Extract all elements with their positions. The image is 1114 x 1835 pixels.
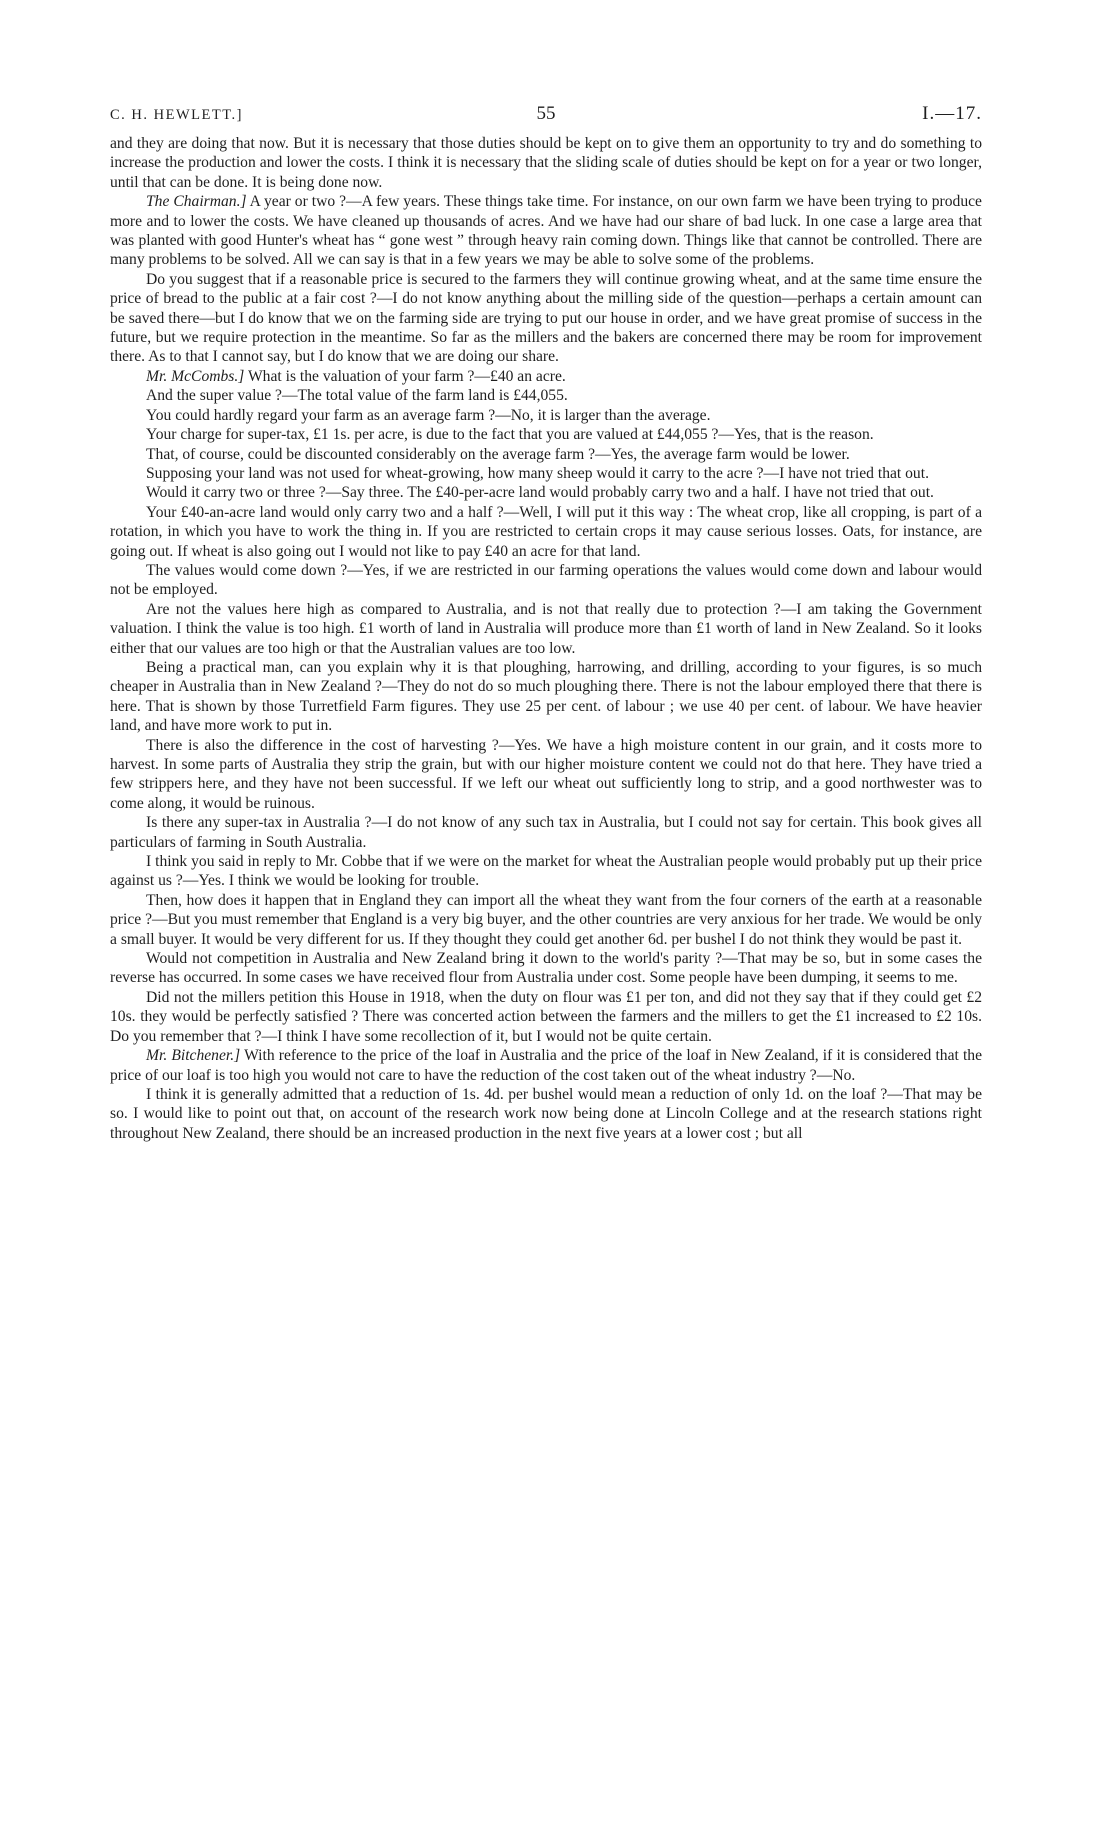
- paragraph-text: With reference to the price of the loaf in Australia and the price of the loaf in New Zealand, if it is considered that the price of our loaf is too high you would not care to have the reduction of the cost taken out of the wheat industry ?—No.: [110, 1047, 983, 1084]
- paragraph-text: Did not the millers petition this House in 1918, when the duty on flour was £1 per ton, and did not they say that if they could get £2 10s. they would be perfectly satisfied ? There was concerted action between the farmers and the millers to get the £1 increased to £2 10s. Do you remember that ?—I think I have some recollection of it, but I would not be quite certain.: [110, 988, 982, 1045]
- document-body: [110, 134, 982, 1143]
- paragraph: [110, 367, 982, 386]
- paragraph-text: and they are doing that now. But it is necessary that those duties should be kept on to give them an opportunity to try and do something to increase the production and lower the costs. I think it is necessary that the sliding scale of duties should be kept on for a year or two longer, until that can be done. It is being done now.: [110, 135, 982, 191]
- paragraph-text: I think it is generally admitted that a reduction of 1s. 4d. per bushel would mean a reduction of only 1d. on the loaf ?—That may be so. I would like to point out that, on account of the research work now being done at Lincoln College and at the research stations right throughout New Zealand, there should be an increased production in the next five years at a lower cost ; but all: [110, 1085, 982, 1142]
- paragraph: [110, 483, 982, 502]
- speaker-label: Mr. Bitchener.]: [146, 1047, 241, 1065]
- paragraph: [110, 192, 982, 270]
- paragraph-text: Would not competition in Australia and New Zealand bring it down to the world's parity ?—That may be so, but in some cases the reverse has occurred. In some cases we have received flour from Australia under cost. Some people have been dumping, it seems to me.: [110, 950, 982, 987]
- paragraph-text: Supposing your land was not used for wheat-growing, how many sheep would it carry to the acre ?—I have not tried that out.: [146, 464, 929, 482]
- paragraph-text: Would it carry two or three ?—Say three. The £40-per-acre land would probably carry two and a half. I have not tried that out.: [146, 484, 934, 502]
- paragraph-text: The values would come down ?—Yes, if we are restricted in our farming operations the values would come down and labour would not be employed.: [110, 561, 982, 599]
- paragraph-text: Are not the values here high as compared to Australia, and is not that really due to protection ?—I am taking the Government valuation. I think the value is too high. £1 worth of land in Australia will produce more than £1 worth of land in New Zealand. So it looks either that our values are too high or that the Australian values are too low.: [110, 600, 982, 657]
- paragraph-text: Being a practical man, can you explain why it is that ploughing, harrowing, and drilling, according to your figures, is so much cheaper in Australia than in New Zealand ?—They do not do so much ploughing there. There is not the labour employed there that there is here. That is shown by those Turretfield Farm figures. They use 25 per cent. of labour ; we use 40 per cent. of labour. We have heavier land, and have more work to put in.: [110, 658, 982, 735]
- paragraph: [110, 406, 982, 425]
- paragraph-text: What is the valuation of your farm ?—£40 an acre.: [244, 367, 566, 385]
- paragraph: [110, 1046, 982, 1085]
- paragraph: [110, 736, 982, 814]
- paragraph-text: Then, how does it happen that in England they can import all the wheat they want from the four corners of the earth at a reasonable price ?—But you must remember that England is a very big buyer, and the other countries are very anxious for her trade. We would be only a small buyer. It would be very different for us. If they thought they could get another 6d. per bushel I do not think they would be past it.: [110, 891, 982, 948]
- speaker-label: Mr. McCombs.]: [146, 367, 245, 385]
- paragraph: [110, 561, 982, 600]
- paragraph-text: You could hardly regard your farm as an average farm ?—No, it is larger than the average.: [146, 406, 711, 424]
- paragraph-text: Your £40-an-acre land would only carry two and a half ?—Well, I will put it this way : The wheat crop, like all cropping, is part of a rotation, in which you have to work the thing in. If you are restricted to certain crops it may cause serious losses. Oats, for instance, are going out. If wheat is also going out I would not like to pay £40 an acre for that land.: [110, 503, 982, 560]
- witness-name: C. H. HEWLETT.]: [110, 107, 243, 123]
- paragraph: [110, 464, 982, 483]
- paragraph: [110, 658, 982, 736]
- paragraph-text: There is also the difference in the cost of harvesting ?—Yes. We have a high moisture content in our grain, and it costs more to harvest. In some parts of Australia they strip the grain, but with our higher moisture content we could not do that here. They have tried a few strippers here, and they have not been successful. If we left our wheat out sufficiently long to strip, and a good northwester was to come along, it would be ruinous.: [110, 736, 982, 812]
- page-header: [110, 100, 982, 134]
- paragraph: [110, 852, 982, 891]
- paragraph: [110, 270, 982, 367]
- paragraph: [110, 445, 982, 464]
- paragraph-text: Is there any super-tax in Australia ?—I do not know of any such tax in Australia, but I could not say for certain. This book gives all particulars of farming in South Australia.: [110, 814, 982, 851]
- paragraph: [110, 813, 982, 852]
- paragraph: [110, 988, 982, 1046]
- paragraph-text: I think you said in reply to Mr. Cobbe that if we were on the market for wheat the Australian people would probably put up their price against us ?—Yes. I think we would be looking for trouble.: [110, 853, 982, 890]
- paragraph: [110, 891, 982, 949]
- paragraph-text: That, of course, could be discounted considerably on the average farm ?—Yes, the average farm would be lower.: [146, 445, 850, 463]
- speaker-label: The Chairman.]: [146, 193, 247, 211]
- paragraph-text: A year or two ?—A few years. These things take time. For instance, on our own farm we have been trying to produce more and to lower the costs. We have cleaned up thousands of acres. And we have had our share of bad luck. In one case a large area that was planted with good Hunter's wheat has “ gone west ” through heavy rain coming down. Things like that cannot be controlled. There are many problems to be solved. All we can say is that in a few years we may be able to solve some of the problems.: [110, 193, 982, 269]
- paragraph: [110, 503, 982, 561]
- paragraph: [110, 134, 982, 192]
- paragraph: [110, 425, 982, 444]
- paragraph: [110, 386, 982, 405]
- page-number: 55: [536, 103, 556, 124]
- paragraph: [110, 1085, 982, 1143]
- paragraph: [110, 949, 982, 988]
- paragraph-text: Your charge for super-tax, £1 1s. per acre, is due to the fact that you are valued at £44,055 ?—Yes, that is the reason.: [146, 426, 874, 444]
- paragraph-text: Do you suggest that if a reasonable price is secured to the farmers they will continue growing wheat, and at the same time ensure the price of bread to the public at a fair cost ?—I do not know anything about the milling side of the question—perhaps a certain amount can be saved there—but I do know that we on the farming side are trying to put our house in order, and we have great promise of success in the future, but we require protection in the meantime. So far as the millers and the bakers are concerned there may be room for improvement there. As to that I cannot say, but I do know that we are doing our share.: [110, 270, 982, 366]
- paragraph-text: And the super value ?—The total value of the farm land is £44,055.: [146, 387, 568, 405]
- paper-reference: I.—17.: [922, 103, 982, 124]
- document-page: [110, 100, 982, 1143]
- paragraph: [110, 600, 982, 658]
